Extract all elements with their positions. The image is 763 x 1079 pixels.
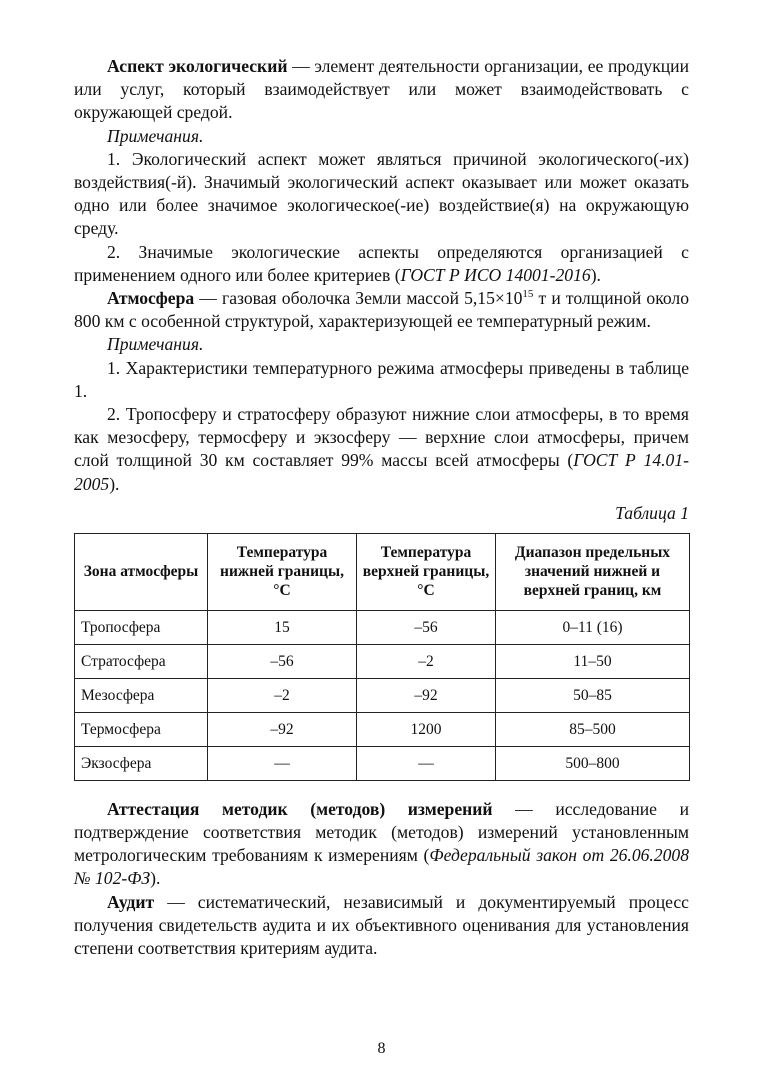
column-header: Температура верхней границы, °С xyxy=(357,533,496,610)
definition-paragraph: Аудит — систематический, независимый и документируемый процесс получения свидетельств аудита и их объективного оценивания для установления степени соответствия критериям аудита. xyxy=(74,891,689,959)
table-cell: 1200 xyxy=(357,712,496,746)
definition-paragraph: Аттестация методик (методов) измерений — исследование и подтверждение соответствия методик (методов) измерений установленным метрологическим требованиям к измерениям (Федеральный закон от 26.06.2008 № 102-ФЗ). xyxy=(74,798,689,889)
column-header: Диапазон предельных значений нижней и верхней границ, км xyxy=(496,533,690,610)
table-row xyxy=(75,678,690,712)
table-cell: — xyxy=(357,746,496,780)
definition-paragraph: Аспект экологический — элемент деятельности организации, ее продукции или услуг, который взаимодействует или может взаимодействовать с окружающей средой. xyxy=(74,56,690,123)
table-row xyxy=(75,610,690,644)
table-cell: Стратосфера xyxy=(75,644,208,678)
table-row xyxy=(75,644,690,678)
page-content xyxy=(74,55,689,960)
notes-label: Примечания. xyxy=(107,125,204,146)
table-cell: 500–800 xyxy=(496,746,690,780)
definition-paragraph: Атмосфера — газовая оболочка Земли массой $5,15\times 10^{15}$ т и толщиной около 800 км с особенной структурой, характеризующей ее температурный режим. xyxy=(74,288,689,332)
page-number: 8 xyxy=(377,1040,386,1057)
table-cell: — xyxy=(208,746,357,780)
table-cell: 11–50 xyxy=(496,644,690,678)
table-cell: 0–11 (16) xyxy=(496,610,690,644)
column-header: Зона атмосферы xyxy=(75,533,208,610)
reference: Федеральный закон от 26.06.2008 № 102-ФЗ xyxy=(74,845,689,889)
table-cell: 15 xyxy=(208,610,357,644)
table-cell: –2 xyxy=(208,678,357,712)
reference: ГОСТ Р 14.01-2005 xyxy=(74,450,689,494)
exponent: 15 xyxy=(522,288,534,301)
note-paragraph: 2. Значимые экологические аспекты определяются организацией с применением одного или более критериев (ГОСТ Р ИСО 14001-2016). xyxy=(74,241,689,285)
table-cell: Тропосфера xyxy=(75,610,208,644)
table-header-row xyxy=(75,533,690,610)
table-cell: –56 xyxy=(357,610,496,644)
note-paragraph: 1. Экологический аспект может являться причиной экологического(-их) воздействия(-й). Значимый экологический аспект оказывает или может оказать одно или более значимое экологическое(-ие) воздействие(я) на окружающую среду. xyxy=(74,148,689,239)
table-cell: Мезосфера xyxy=(75,678,208,712)
reference: ГОСТ Р ИСО 14001-2016 xyxy=(400,264,591,285)
term: Атмосфера xyxy=(107,288,195,309)
table-cell: 50–85 xyxy=(496,678,690,712)
term: Аудит xyxy=(107,891,155,912)
table-cell: 85–500 xyxy=(496,712,690,746)
table-cell: –92 xyxy=(357,678,496,712)
table-cell: –2 xyxy=(357,644,496,678)
table-row xyxy=(75,712,690,746)
note-paragraph: 2. Тропосферу и стратосферу образуют нижние слои атмосферы, в то время как мезосферу, термосферу и экзосферу — верхние слои атмосферы, причем слой толщиной 30 км составляет 99% массы всей атмосферы (ГОСТ Р 14.01-2005). xyxy=(74,404,689,494)
table-cell: –92 xyxy=(208,712,357,746)
table-caption: Таблица 1 xyxy=(615,502,689,523)
term: Аспект экологический xyxy=(107,56,288,76)
term: Аттестация методик (методов) измерений xyxy=(107,798,493,819)
table-row xyxy=(75,746,690,780)
atmosphere-table xyxy=(74,533,690,781)
table-cell: Экзосфера xyxy=(75,746,208,780)
column-header: Температура нижней границы, °С xyxy=(208,533,357,610)
notes-label: Примечания. xyxy=(107,334,204,355)
table-cell: –56 xyxy=(208,644,357,678)
table-cell: Термосфера xyxy=(75,712,208,746)
note-paragraph: 1. Характеристики температурного режима атмосферы приведены в таблице 1. xyxy=(74,357,689,401)
